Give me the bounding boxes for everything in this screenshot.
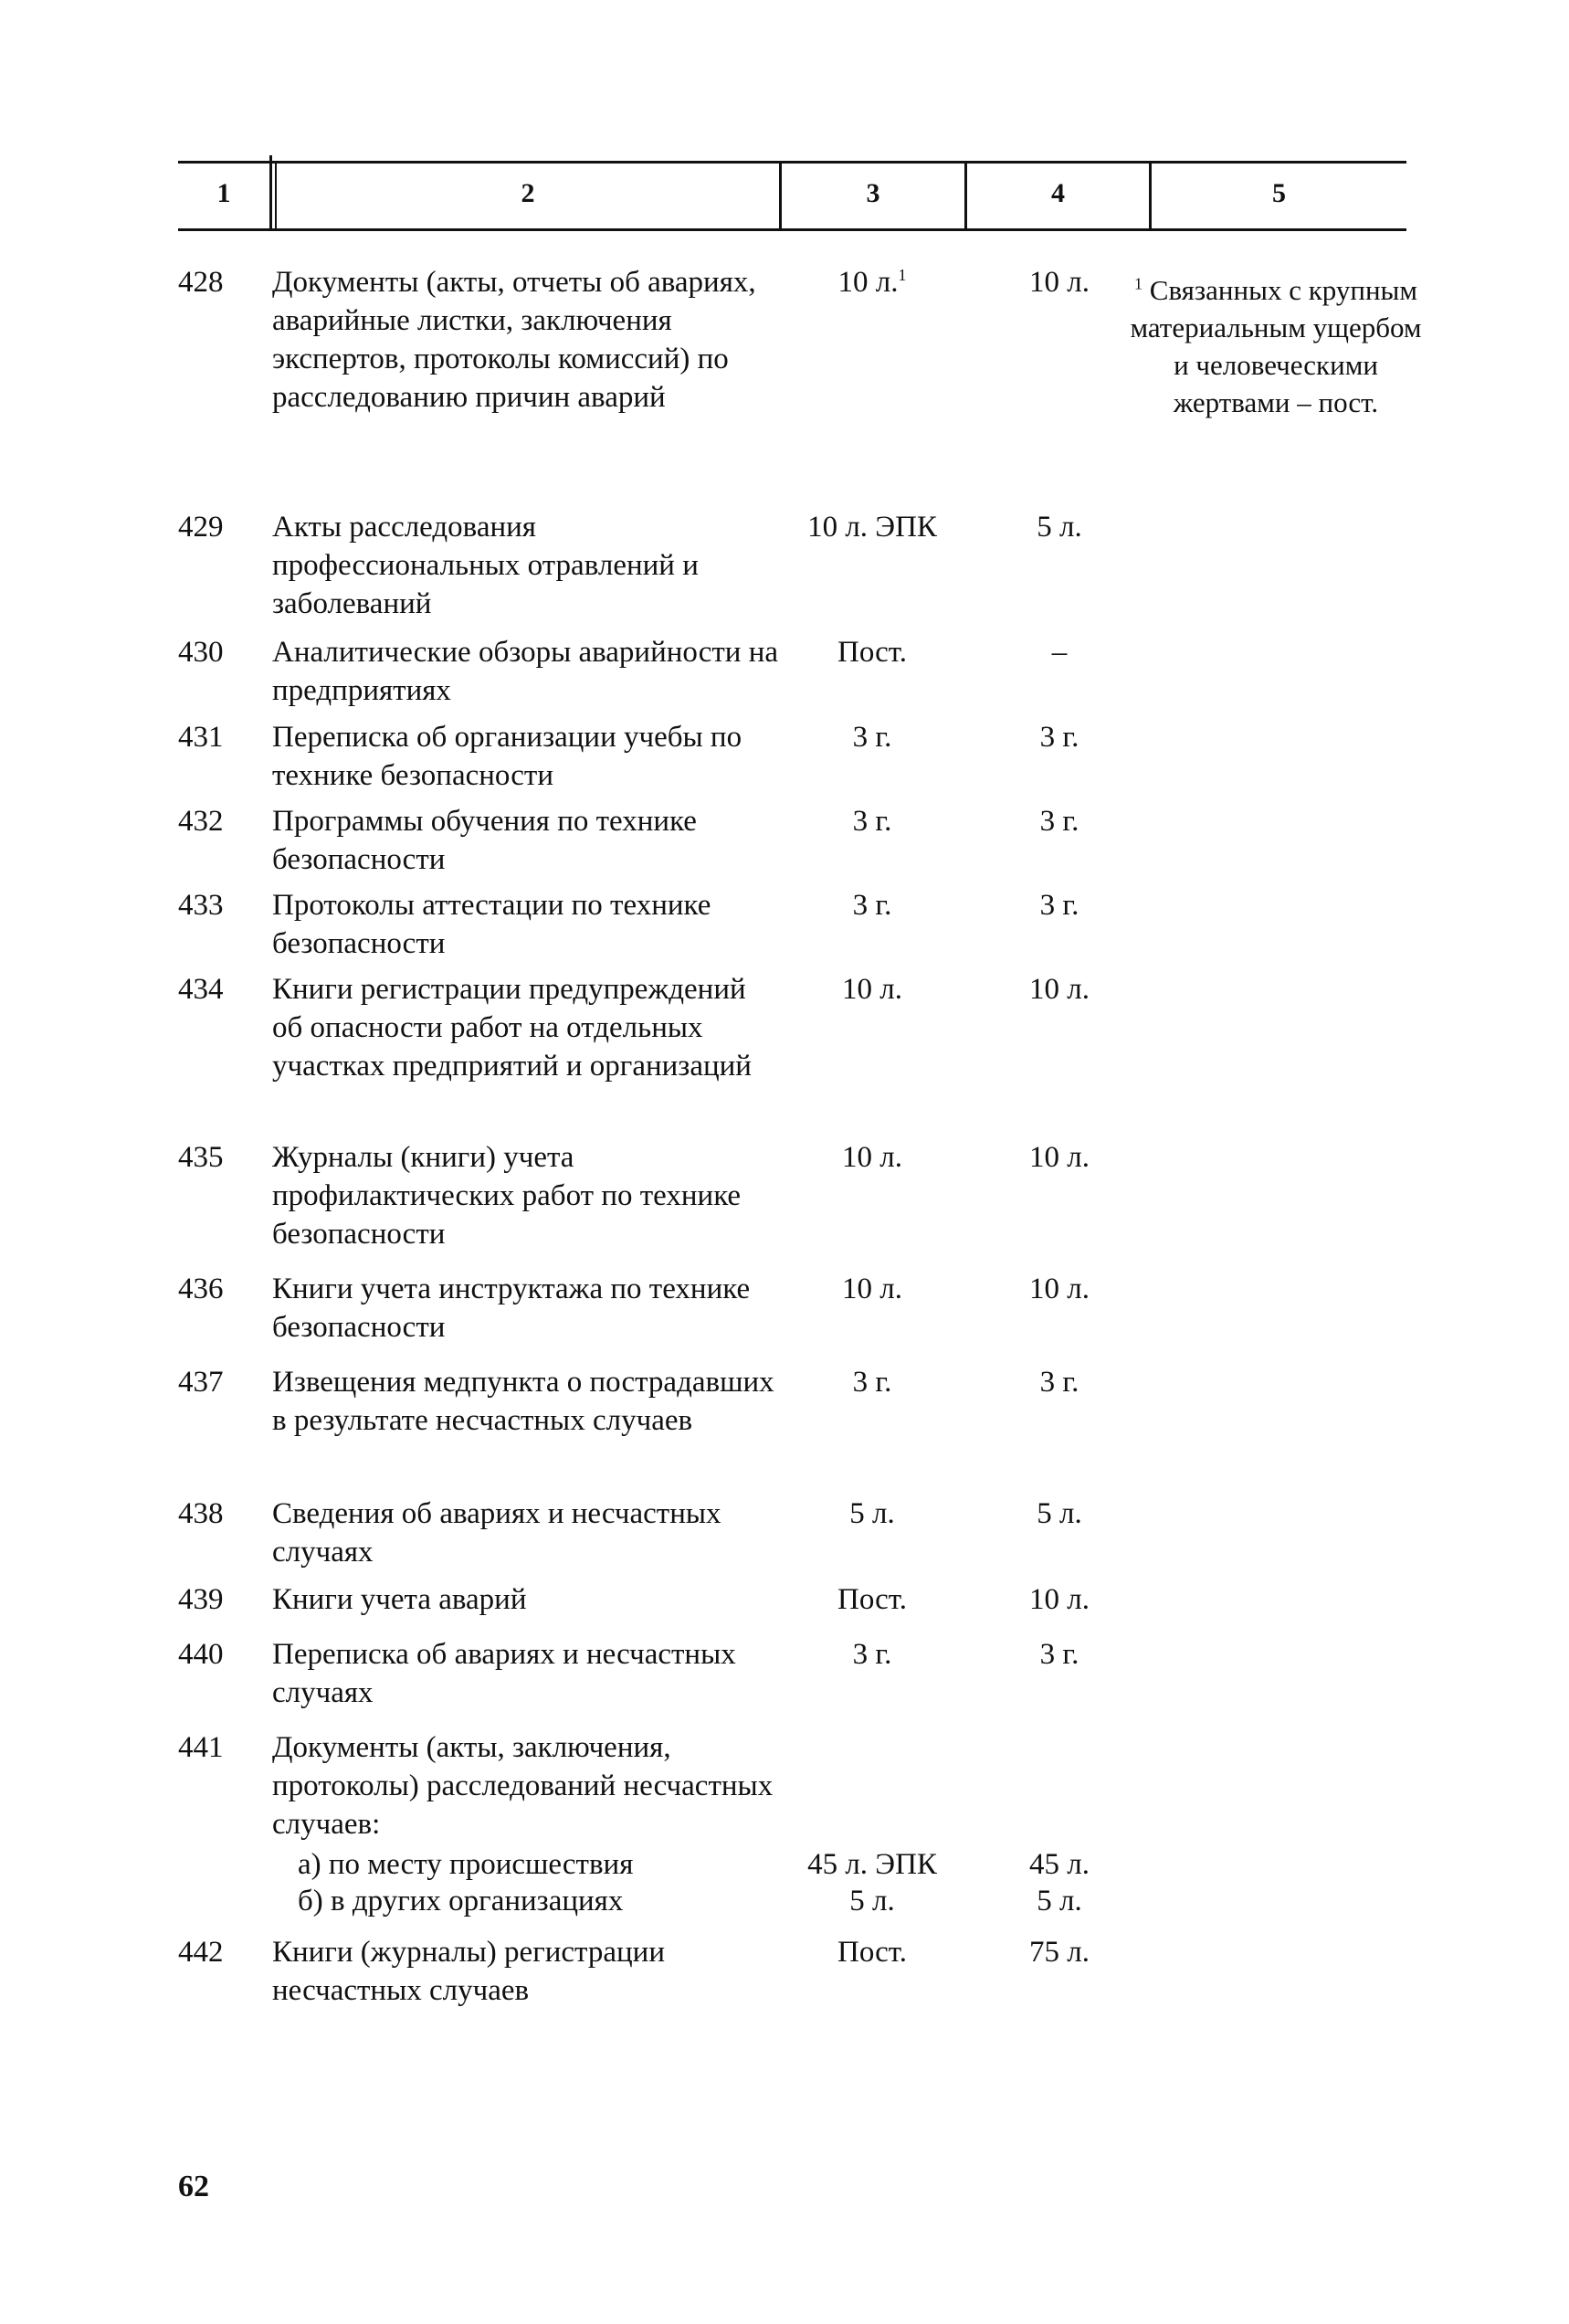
row-period-col4: 3 г.	[1039, 1366, 1079, 1399]
row-period-col4: 5 л.	[1037, 1497, 1082, 1530]
row-text: Документы (акты, отчеты об авариях, аварийные листки, заключения экспертов, протоколы комиссий) по расследованию причин аварий	[272, 266, 756, 414]
row-period-col4: 10 л.	[1029, 1583, 1090, 1616]
row-number: 435	[178, 1141, 224, 1174]
header-bottom-rule	[178, 228, 1406, 231]
row-period-col4: 10 л.	[1029, 1273, 1090, 1305]
row-period-col4: 45 л.	[1029, 1848, 1090, 1881]
header-col-1: 1	[216, 178, 231, 208]
row-period-col3: 10 л.	[842, 973, 902, 1006]
row-number: 429	[178, 511, 224, 544]
row-number: 436	[178, 1273, 224, 1305]
row-number: 442	[178, 1936, 224, 1969]
row-period-col3: 45 л. ЭПК	[807, 1848, 937, 1881]
row-text: Сведения об авариях и несчастных случаях	[272, 1497, 721, 1569]
row-period-col3: 10 л. ЭПК	[807, 511, 937, 544]
row-period-col4: 3 г.	[1039, 889, 1079, 922]
row-period-col3: 3 г.	[852, 1366, 892, 1399]
row-period-col3: 10 л.$^1$	[837, 266, 907, 299]
row-period-col3: 3 г.	[852, 1638, 892, 1671]
row-period-col4: 3 г.	[1039, 1638, 1079, 1671]
header-col-3: 3	[866, 178, 880, 208]
row-text: Переписка об организации учебы по технике безопасности	[272, 721, 742, 792]
row-period-col4: 5 л.	[1037, 511, 1082, 544]
subrow-text: б) в других организациях	[298, 1885, 624, 1917]
row-period-col4: 3 г.	[1039, 721, 1079, 754]
header-divider-1	[269, 155, 272, 230]
row-text: Извещения медпункта о пострадавших в результате несчастных случаев	[272, 1366, 774, 1437]
row-text: Книги (журналы) регистрации несчастных случаев	[272, 1936, 665, 2007]
header-col-4: 4	[1051, 178, 1065, 208]
row-period-col4: 3 г.	[1039, 805, 1079, 838]
row-number: 432	[178, 805, 224, 838]
row-period-col4: 10 л.	[1029, 266, 1090, 299]
row-period-col3: 5 л.	[849, 1497, 895, 1530]
row-period-col3: 10 л.	[842, 1273, 902, 1305]
row-number: 434	[178, 973, 224, 1006]
row-number: 428	[178, 266, 224, 299]
subrow-text: а) по месту происшествия	[298, 1848, 634, 1881]
row-text: Книги регистрации предупреждений об опасности работ на отдельных участках предприятий и организаций	[272, 973, 752, 1083]
row-period-col3: 3 г.	[852, 721, 892, 754]
row-period-col3: 3 г.	[852, 889, 892, 922]
row-period-col3: 10 л.	[842, 1141, 902, 1174]
row-number: 440	[178, 1638, 224, 1671]
footnote-mark: 1	[1134, 274, 1143, 293]
row-period-col3: Пост.	[837, 1583, 907, 1616]
page-number: 62	[178, 2170, 209, 2203]
header-top-rule	[178, 161, 1406, 164]
row-period-col3: 5 л.	[849, 1885, 895, 1917]
row-text: Программы обучения по технике безопасности	[272, 805, 697, 876]
footnote-mark: 1	[898, 266, 907, 284]
row-text: Книги учета аварий	[272, 1583, 527, 1616]
row-text: Документы (акты, заключения, протоколы) расследований несчастных случаев:	[272, 1731, 774, 1841]
row-period-col4: –	[1051, 636, 1068, 669]
header-col-5: 5	[1272, 178, 1286, 208]
row-period-col3: Пост.	[837, 1936, 907, 1969]
row-text: Аналитические обзоры аварийности на предприятиях	[272, 636, 779, 707]
row-period-col3: 3 г.	[852, 805, 892, 838]
row-text: Переписка об авариях и несчастных случаях	[272, 1638, 736, 1709]
row-period-col4: 10 л.	[1029, 1141, 1090, 1174]
row-number: 439	[178, 1583, 224, 1616]
row-period-col3: Пост.	[837, 636, 907, 669]
row-number: 433	[178, 889, 224, 922]
row-number: 431	[178, 721, 224, 754]
row-text: Книги учета инструктажа по технике безопасности	[272, 1273, 751, 1344]
row-period-col4: 5 л.	[1037, 1885, 1082, 1917]
row-number: 441	[178, 1731, 224, 1764]
header-col-2: 2	[521, 178, 535, 208]
row-text: Акты расследования профессиональных отравлений и заболеваний	[272, 511, 699, 620]
footnote	[1125, 271, 1427, 421]
row-number: 430	[178, 636, 224, 669]
row-number: 438	[178, 1497, 224, 1530]
row-period-col4: 75 л.	[1029, 1936, 1090, 1969]
row-number: 437	[178, 1366, 224, 1399]
row-text: Журналы (книги) учета профилактических работ по технике безопасности	[272, 1141, 742, 1251]
row-text: Протоколы аттестации по технике безопасности	[272, 889, 711, 960]
footnote-text: Связанных с крупным материальным ущербом и человеческими жертвами – пост.	[1130, 274, 1422, 418]
row-period-col4: 10 л.	[1029, 973, 1090, 1006]
